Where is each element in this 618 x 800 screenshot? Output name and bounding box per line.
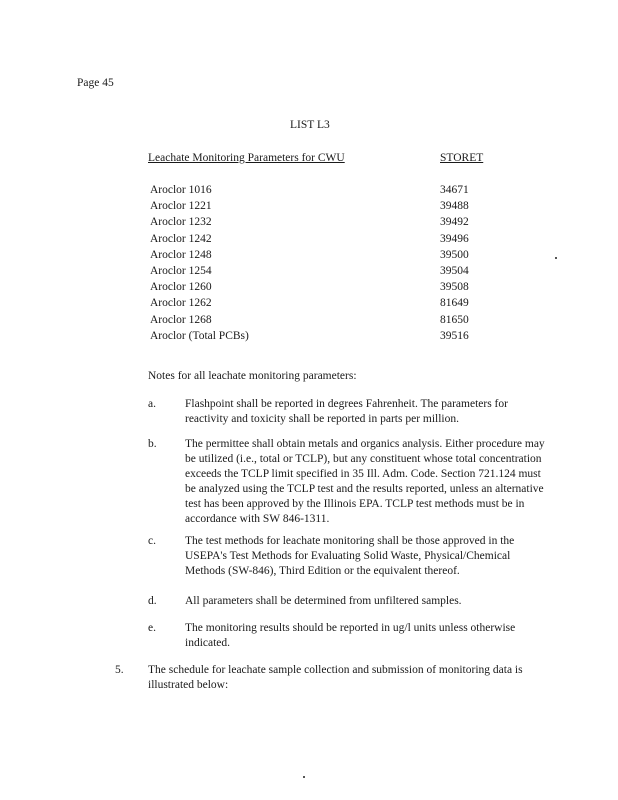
table-row — [150, 313, 490, 329]
note-text: The permittee shall obtain metals and organics analysis. Either procedure may be utilized (i.e., total or TCLP), but any constituent whose total concentration exceeds the TCLP limit specified in 35 Ill. Adm. Code. Section 721.124 must be analyzed using the TCLP test and the results reported, unless an alternative test has been approved by the Illinois EPA. TCLP test methods must be in accordance with SW 846-1311. — [185, 438, 545, 525]
item-text: The schedule for leachate sample collection and submission of monitoring data is illustrated below: — [148, 664, 523, 691]
note-text: Flashpoint shall be reported in degrees Fahrenheit. The parameters for reactivity and toxicity shall be reported in parts per million. — [185, 398, 508, 425]
parameter-name: Aroclor 1016 — [150, 184, 212, 196]
notes-intro: Notes for all leachate monitoring parameters: — [148, 370, 357, 382]
note-letter: b. — [148, 438, 157, 450]
scan-speck — [303, 776, 305, 778]
table-row — [150, 264, 490, 280]
parameter-name: Aroclor 1232 — [150, 216, 212, 229]
note-letter: a. — [148, 398, 156, 410]
page-number: Page 45 — [77, 77, 114, 89]
item-number: 5. — [115, 664, 124, 676]
storet-code: 39492 — [440, 216, 469, 229]
list-title: LIST L3 — [290, 119, 330, 131]
storet-column-header: STORET — [440, 152, 484, 164]
storet-code: 39500 — [440, 248, 469, 261]
parameter-name: Aroclor 1248 — [150, 248, 212, 261]
note-letter: d. — [148, 595, 157, 607]
note-text: All parameters shall be determined from unfiltered samples. — [185, 595, 462, 607]
storet-code: 39516 — [440, 329, 469, 342]
storet-code: 81649 — [440, 297, 469, 310]
table-row — [150, 183, 490, 199]
parameter-name: Aroclor 1262 — [150, 297, 212, 310]
table-row — [150, 329, 490, 345]
parameter-name: Aroclor 1221 — [150, 200, 212, 213]
parameter-name: Aroclor 1254 — [150, 264, 212, 277]
table-row — [150, 232, 490, 248]
note-text: The monitoring results should be reported in ug/l units unless otherwise indicated. — [185, 622, 516, 649]
note-letter: c. — [148, 535, 156, 547]
parameter-name: Aroclor 1242 — [150, 232, 212, 245]
parameter-name: Aroclor 1268 — [150, 313, 212, 326]
table-row — [150, 280, 490, 296]
storet-code: 34671 — [440, 184, 469, 196]
storet-code: 39488 — [440, 200, 469, 213]
note-letter: e. — [148, 622, 156, 634]
table-row — [150, 215, 490, 231]
table-row — [150, 199, 490, 215]
note-text: The test methods for leachate monitoring shall be those approved in the USEPA's Test Methods for Evaluating Solid Waste, Physical/Chemical Methods (SW-846), Third Edition or the equivalent thereof. — [185, 535, 515, 577]
storet-code: 39504 — [440, 264, 469, 277]
table-row — [150, 296, 490, 312]
parameters-column-header: Leachate Monitoring Parameters for CWU — [148, 152, 345, 164]
storet-code: 39496 — [440, 232, 469, 245]
parameter-name: Aroclor (Total PCBs) — [150, 329, 249, 342]
parameter-name: Aroclor 1260 — [150, 281, 212, 294]
storet-code: 39508 — [440, 281, 469, 294]
scan-speck — [555, 257, 557, 259]
storet-code: 81650 — [440, 313, 469, 326]
table-row — [150, 248, 490, 264]
parameter-table — [150, 183, 490, 345]
